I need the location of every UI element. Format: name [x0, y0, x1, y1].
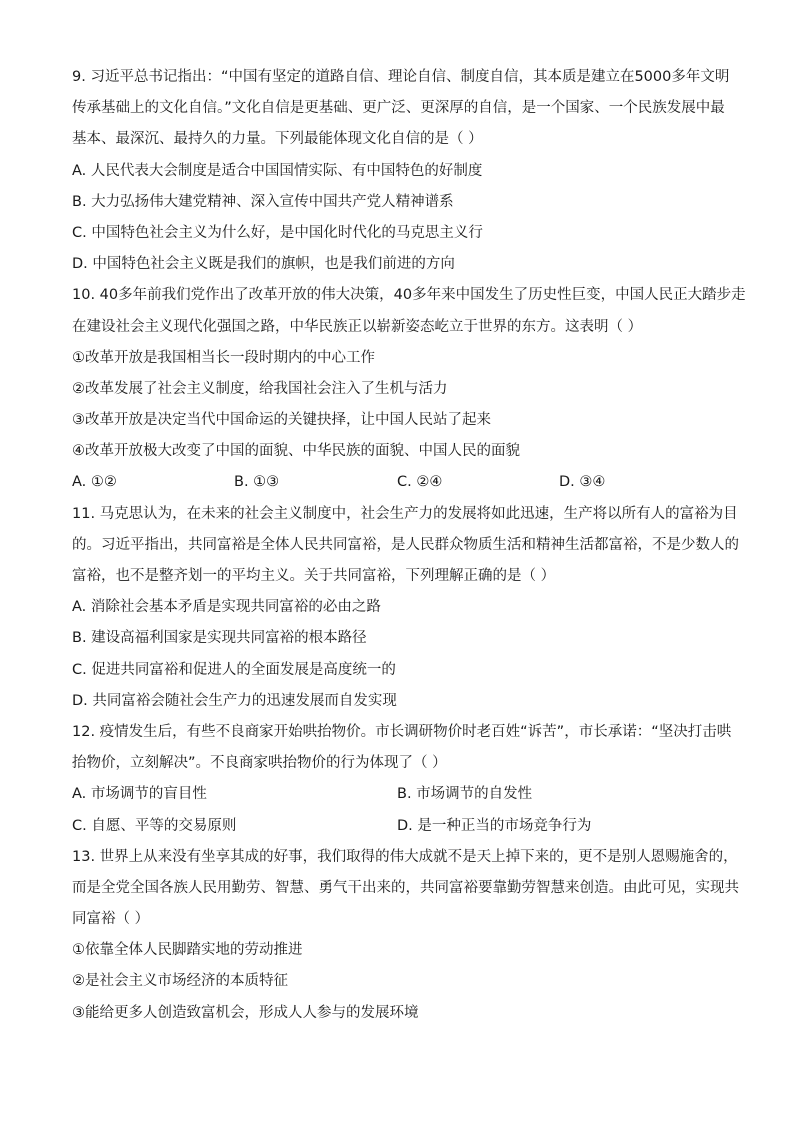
question-11	[72, 499, 739, 717]
option-c: C. 中国特色社会主义为什么好，是中国化时代化的马克思主义行	[72, 224, 483, 241]
statement-2: ②是社会主义市场经济的本质特征	[72, 973, 288, 990]
options-row	[72, 779, 724, 810]
options-row	[72, 811, 724, 842]
question-stem-line: 同富裕（ ）	[72, 911, 150, 928]
question-stem-line: 抬物价，立刻解决”。不良商家哄抬物价的行为体现了（ ）	[72, 755, 447, 772]
option-a: A. 市场调节的盲目性	[72, 786, 207, 803]
option-a: A. ①②	[72, 474, 117, 491]
exam-page	[72, 62, 746, 1029]
question-stem-line: 而是全党全国各族人民用勤劳、智慧、勇气干出来的，共同富裕要靠勤劳智慧来创造。由此可见，实现共	[72, 879, 739, 896]
statement-1: ①改革开放是我国相当长一段时期内的中心工作	[72, 349, 375, 366]
option-b: B. 建设高福利国家是实现共同富裕的根本路径	[72, 630, 367, 647]
question-stem-line: 12. 疫情发生后，有些不良商家开始哄抬物价。市长调研物价时老百姓“诉苦”，市长承诺：“坚决打击哄	[72, 723, 732, 740]
question-9	[72, 62, 730, 280]
question-12	[72, 717, 732, 842]
option-b: B. ①③	[234, 474, 280, 491]
statement-2: ②改革发展了社会主义制度，给我国社会注入了生机与活力	[72, 380, 448, 397]
option-d: D. 是一种正当的市场竞争行为	[397, 817, 592, 834]
option-b: B. 市场调节的自发性	[397, 786, 533, 803]
option-d: D. 中国特色社会主义既是我们的旗帜，也是我们前进的方向	[72, 256, 455, 273]
statement-3: ③改革开放是决定当代中国命运的关键抉择，让中国人民站了起来	[72, 412, 491, 429]
question-stem-line: 13. 世界上从来没有坐享其成的好事，我们取得的伟大成就不是天上掉下来的，更不是别人恩赐施舍的，	[72, 848, 738, 865]
statement-4: ④改革开放极大改变了中国的面貌、中华民族的面貌、中国人民的面貌	[72, 443, 520, 460]
option-a: A. 人民代表大会制度是适合中国国情实际、有中国特色的好制度	[72, 162, 483, 179]
question-stem-line: 富裕，也不是整齐划一的平均主义。关于共同富裕，下列理解正确的是（ ）	[72, 568, 556, 584]
statement-3: ③能给更多人创造致富机会，形成人人参与的发展环境	[72, 1004, 419, 1021]
question-stem-line: 10. 40多年前我们党作出了改革开放的伟大决策，40多年来中国发生了历史性巨变，中国人民正大踏步走	[72, 287, 746, 304]
option-c: C. ②④	[397, 474, 443, 491]
option-d: D. 共同富裕会随社会生产力的迅速发展而自发实现	[72, 692, 397, 709]
question-stem-line: 的。习近平指出，共同富裕是全体人民共同富裕，是人民群众物质生活和精神生活都富裕，不是少数人的	[72, 536, 739, 553]
option-c: C. 自愿、平等的交易原则	[72, 817, 237, 834]
question-stem-line: 在建设社会主义现代化强国之路，中华民族正以崭新姿态屹立于世界的东方。这表明（ ）	[72, 318, 643, 335]
option-c: C. 促进共同富裕和促进人的全面发展是高度统一的	[72, 661, 396, 678]
question-13	[72, 842, 739, 1029]
option-b: B. 大力弘扬伟大建党精神、深入宣传中国共产党人精神谱系	[72, 193, 454, 210]
question-stem-line: 基本、最深沉、最持久的力量。下列最能体现文化自信的是（ ）	[72, 131, 483, 148]
question-10	[72, 280, 746, 498]
question-stem-line: 传承基础上的文化自信。”文化自信是更基础、更广泛、更深厚的自信，是一个国家、一个民族发展中最	[72, 100, 725, 117]
question-stem-line: 9. 习近平总书记指出：“中国有坚定的道路自信、理论自信、制度自信，其本质是建立在5000多年文明	[72, 69, 730, 85]
option-a: A. 消除社会基本矛盾是实现共同富裕的必由之路	[72, 599, 381, 616]
option-d: D. ③④	[559, 474, 606, 491]
statement-1: ①依靠全体人民脚踏实地的劳动推进	[72, 942, 303, 959]
question-stem-line: 11. 马克思认为，在未来的社会主义制度中，社会生产力的发展将如此迅速，生产将以所有人的富裕为目	[72, 505, 738, 522]
options-row	[72, 467, 724, 498]
